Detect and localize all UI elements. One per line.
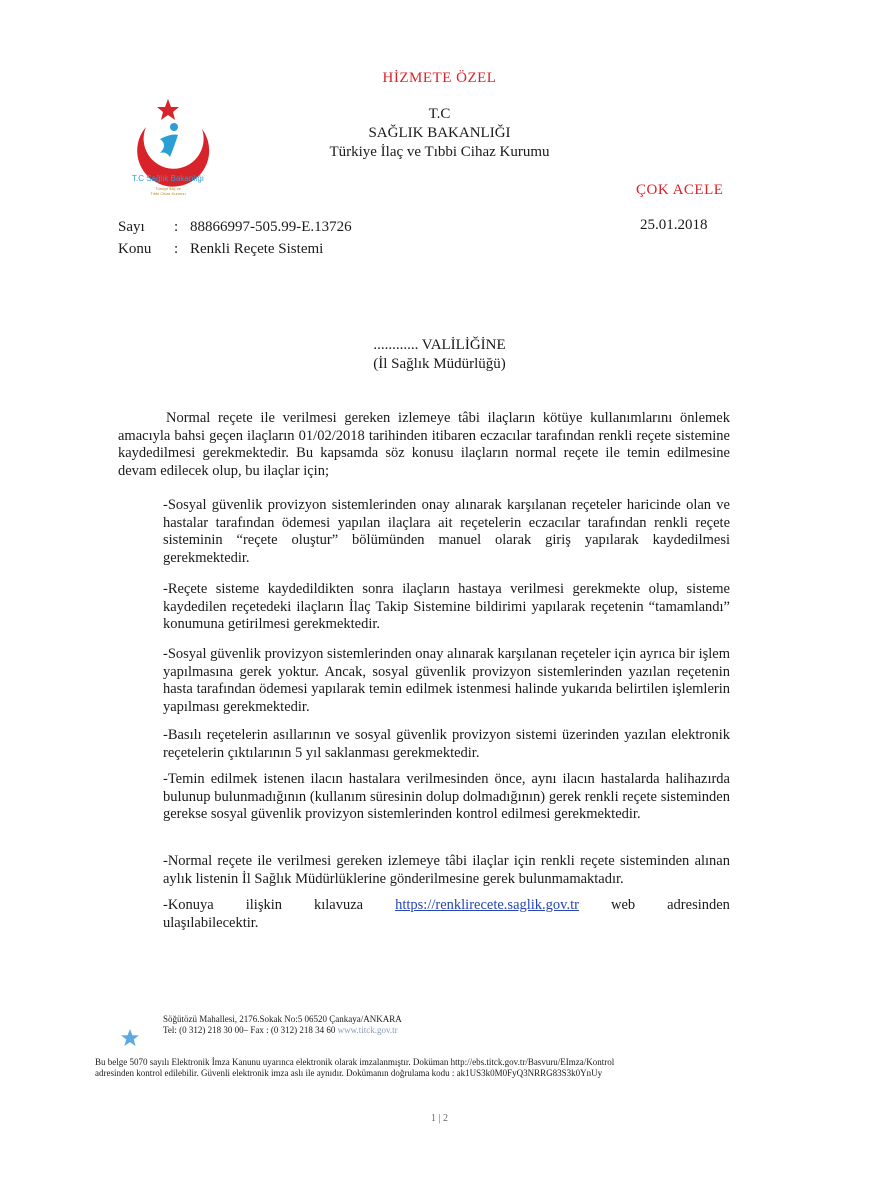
reference-number: 88866997-505.99-E.13726 [190,219,352,235]
footer-contact [163,1014,402,1036]
e-signature-line: Bu belge 5070 sayılı Elektronik İmza Kanunu uyarınca elektronik olarak imzalanmıştır. Doküman http://ebs.titck.gov.tr/Basvuru/EImza/Kontrol [95,1057,615,1067]
agency-name: Türkiye İlaç ve Tıbbi Cihaz Kurumu [329,144,550,160]
addressee-subline: (İl Sağlık Müdürlüğü) [373,356,506,372]
e-signature-line: adresinden kontrol edilebilir. Güvenli elektronik imza aslı ile aynıdır. Dokümanın doğrulama kodu : ak1US3k0M0FyQ3NRRG83S3k0YnUy [95,1068,603,1078]
guide-word: -Konuya [163,897,214,913]
reference-label: Sayı [118,219,145,235]
country-label: T.C [428,106,451,122]
reference-number-row [118,219,352,236]
ministry-name: SAĞLIK BAKANLIĞI [368,125,511,141]
page-number: 1 | 2 [430,1113,448,1124]
list-item: -Sosyal güvenlik provizyon sistemlerinden onay alınarak karşılanan reçeteler haricinde olan ve hastalar tarafından ödemesi yapılan ilaçlara ait reçetelerin eczacılar tarafından renkli reçete sisteminin “reçete oluştur” bölümünden manuel olarak giriş yapılarak kaydedilmesi gerekmektedir. [163,497,730,566]
intro-paragraph: Normal reçete ile verilmesi gereken izlemeye tâbi ilaçların kötüye kullanımlarını önlemek amacıyla bahsi geçen ilaçların 01/02/2018 tarihinden itibaren eczacılar tarafından renkli reçete sistemine kaydedilmesi gerekmektedir. Bu kapsamda söz konusu ilaçların normal reçete ile temin edilmesine devam edilecek olup, bu ilaçlar için; [118,410,730,479]
logo-subtitle: Türkiye İlaç ve Tıbbi Cihaz Kurumu [150,186,186,196]
guide-link-item [163,897,730,932]
subject-row [118,241,323,258]
guide-word: web [610,897,636,913]
footer-phone-line: Tel: (0 312) 218 30 00– Fax : (0 312) 218 34 60 www.titck.gov.tr [163,1025,398,1035]
list-item: -Temin edilmek istenen ilacın hastalara verilmesinden önce, aynı ilacın hastalarda halihazırda bulunup bulunmadığının (kullanım süresinin dolup dolmadığının) gerek renkli reçete sisteminden gerekse sosyal güvenlik provizyon sistemlerinden kontrol edilmesi gerekmektedir. [163,771,730,823]
guide-link[interactable]: https://renklirecete.saglik.gov.tr [395,897,579,913]
separator: : [174,219,179,235]
e-signature-notice [95,1057,735,1079]
guide-word: kılavuza [313,897,364,913]
urgency-label: ÇOK ACELE [636,182,724,198]
footer-web: www.titck.gov.tr [337,1025,398,1035]
separator: : [174,241,179,257]
list-item: -Sosyal güvenlik provizyon sistemlerinden onay alınarak karşılanan reçeteler için ayrıca bir işlem yapılmasına gerek yoktur. Ancak, sosyal güvenlik provizyon sistemlerinden yazılan reçetenin hasta tarafından ödemesi yapılarak temin edilmek istenmesi halinde yukarıda belirtilen işlemlerin yapılması gerekmektedir. [163,646,730,715]
addressee [0,336,879,374]
guide-word: adresinden [667,897,730,913]
subject-value: Renkli Reçete Sistemi [190,241,324,257]
logo-name: T.C Sağlık Bakanlığı [131,174,205,183]
list-item: -Reçete sisteme kaydedildikten sonra ilaçların hastaya verilmesi gerekmekte olup, sisteme kaydedilen reçetedeki ilaçların İlaç Takip Sistemine bildirimi yapılarak reçetenin “tamamlandı” konumuna getirilmesi gerekmektedir. [163,581,730,633]
list-item: -Basılı reçetelerin asıllarının ve sosyal güvenlik provizyon sistemi üzerinden yazılan elektronik reçetelerin çıktılarının 5 yıl saklanması gerekmektedir. [163,727,730,761]
guide-line2: ulaşılabilecektir. [163,914,259,931]
star-icon [120,1028,140,1048]
subject-label: Konu [118,241,152,257]
classification-label: HİZMETE ÖZEL [382,70,497,86]
guide-word: ilişkin [245,897,282,913]
list-item: -Normal reçete ile verilmesi gereken izlemeye tâbi ilaçlar için renkli reçete sisteminden alınan aylık listenin İl Sağlık Müdürlüklerine gönderilmesine gerek bulunmamaktadır. [163,853,730,887]
addressee-line: ............ VALİLİĞİNE [373,337,506,353]
document-date: 25.01.2018 [640,217,708,233]
footer-address: Söğütözü Mahallesi, 2176.Sokak No:5 06520 Çankaya/ANKARA [163,1014,402,1024]
